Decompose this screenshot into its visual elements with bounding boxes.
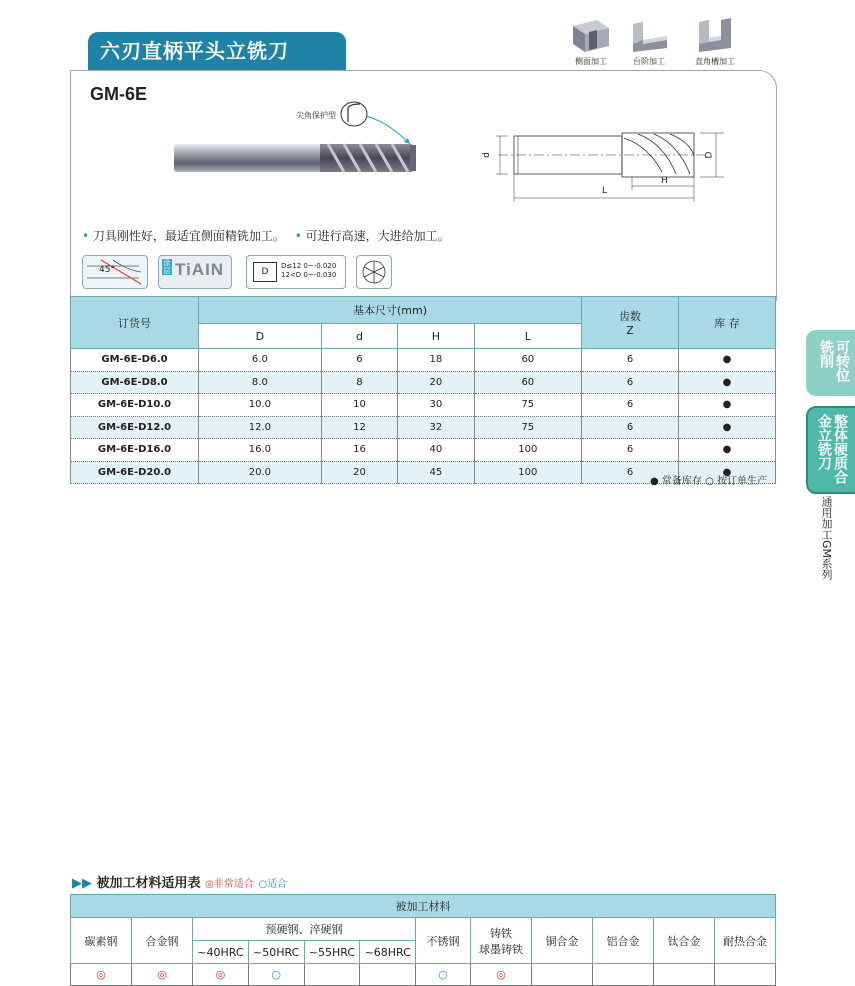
cell-L: 60: [474, 371, 581, 394]
cell-H: 45: [398, 461, 474, 484]
ductile-iron-label: 球墨铸铁: [479, 942, 523, 956]
cell-Z: 6: [582, 416, 679, 439]
dim-D-label: D: [704, 151, 715, 159]
header-stock: 库 存: [679, 297, 776, 349]
table-row: [71, 349, 776, 372]
cell-code: GM-6E-D10.0: [71, 394, 199, 417]
cell-stock: ●: [679, 416, 776, 439]
cell-code: GM-6E-D20.0: [71, 461, 199, 484]
table-row: [71, 394, 776, 417]
cell-suitability: [593, 964, 654, 986]
legend-very-suitable: ◎非常适合: [205, 879, 254, 890]
cell-Z: 6: [582, 394, 679, 417]
cell-suitability: ◎: [193, 964, 249, 986]
cell-d: 16: [321, 439, 397, 462]
header-teeth-label: 齿数: [619, 310, 641, 323]
cell-Z: 6: [582, 461, 679, 484]
header-basic-size: 基本尺寸(mm): [199, 297, 582, 324]
col-aluminum: 铝合金: [593, 918, 654, 964]
cell-d: 8: [321, 371, 397, 394]
col-alloy-steel: 合金钢: [132, 918, 193, 964]
flute-count-badge: [356, 255, 392, 289]
materials-title: 被加工材料适用表: [96, 876, 201, 891]
col-hrc-55: ~55HRC: [304, 941, 360, 964]
six-flute-icon: [357, 256, 391, 288]
feature-list: [82, 227, 450, 244]
cell-d: 12: [321, 416, 397, 439]
cell-suitability: [304, 964, 360, 986]
table-row: [71, 416, 776, 439]
cast-iron-label: 铸铁: [490, 926, 512, 940]
cell-Z: 6: [582, 371, 679, 394]
cell-D: 6.0: [199, 349, 322, 372]
cell-d: 6: [321, 349, 397, 372]
cell-suitability: ◎: [132, 964, 193, 986]
helix-angle-badge: [82, 255, 148, 289]
cell-D: 16.0: [199, 439, 322, 462]
side-tab-label: 可转位铣削: [818, 340, 850, 382]
header-teeth: [582, 297, 679, 349]
cell-suitability: [360, 964, 416, 986]
cell-d: 20: [321, 461, 397, 484]
cell-suitability: [715, 964, 776, 986]
coating-label: TiAIN: [175, 260, 225, 279]
feature-item: 可进行高速，大进给加工。: [305, 229, 450, 243]
materials-title-row: [72, 872, 287, 891]
header-D: D: [199, 324, 322, 349]
page-title: 六刃直柄平头立铣刀: [88, 32, 346, 70]
cell-suitability: ○: [416, 964, 471, 986]
helix-angle-label: 45°: [99, 265, 115, 275]
stock-legend: ● 常备库存 ○ 按订单生产: [650, 476, 767, 487]
side-tab-solid-carbide[interactable]: [806, 406, 855, 494]
col-hrc-50: ~50HRC: [248, 941, 304, 964]
feature-item: 刀具刚性好，最适宜侧面精铣加工。: [92, 229, 285, 243]
col-hrc-40: ~40HRC: [193, 941, 249, 964]
side-tab-series[interactable]: 通用加工GM系列: [820, 496, 833, 581]
bullet-icon: •: [294, 229, 306, 243]
cell-suitability: ◎: [71, 964, 132, 986]
step-milling-icon: [625, 18, 673, 54]
col-stainless: 不锈钢: [416, 918, 471, 964]
diameter-icon: D: [253, 262, 277, 282]
cell-d: 10: [321, 394, 397, 417]
cell-L: 100: [474, 461, 581, 484]
cell-D: 8.0: [199, 371, 322, 394]
cell-code: GM-6E-D8.0: [71, 371, 199, 394]
cell-L: 75: [474, 416, 581, 439]
coating-small-label: 涂层: [163, 259, 171, 275]
endmill-photo: [172, 140, 420, 176]
spec-table: [70, 296, 776, 484]
cell-L: 100: [474, 439, 581, 462]
cell-L: 75: [474, 394, 581, 417]
cell-suitability: ○: [248, 964, 304, 986]
col-copper: 铜合金: [532, 918, 593, 964]
col-hardened-steel: 预硬钢、淬硬钢: [193, 918, 416, 941]
tolerance-line1: D≤12 0~-0.020: [281, 262, 337, 270]
cell-code: GM-6E-D12.0: [71, 416, 199, 439]
cell-H: 30: [398, 394, 474, 417]
cell-stock: ●: [679, 394, 776, 417]
header-d: d: [321, 324, 397, 349]
cell-suitability: [532, 964, 593, 986]
cell-suitability: ◎: [471, 964, 532, 986]
cell-suitability: [654, 964, 715, 986]
cell-H: 20: [398, 371, 474, 394]
helix-icon: [83, 256, 147, 288]
cell-D: 20.0: [199, 461, 322, 484]
process-label: 台阶加工: [633, 57, 665, 66]
header-L: L: [474, 324, 581, 349]
cell-stock: ●: [679, 371, 776, 394]
process-step: [614, 18, 684, 67]
table-row: [71, 371, 776, 394]
slot-milling-icon: [691, 18, 739, 54]
materials-table: [70, 894, 776, 986]
dim-d-label: d: [481, 152, 492, 158]
header-H: H: [398, 324, 474, 349]
legend-suitable: ○适合: [258, 879, 288, 890]
corner-label: 尖角保护型: [296, 111, 336, 120]
tolerance-badge: [246, 255, 346, 289]
process-label: 侧面加工: [575, 57, 607, 66]
col-heat-resistant: 耐热合金: [715, 918, 776, 964]
cell-H: 32: [398, 416, 474, 439]
col-carbon-steel: 碳素钢: [71, 918, 132, 964]
cell-code: GM-6E-D6.0: [71, 349, 199, 372]
cell-H: 40: [398, 439, 474, 462]
cell-code: GM-6E-D16.0: [71, 439, 199, 462]
materials-header: 被加工材料: [71, 895, 776, 918]
tolerance-line2: 12<D 0~-0.030: [281, 271, 337, 279]
header-order: 订货号: [71, 297, 199, 349]
dim-H-label: H: [661, 176, 668, 186]
header-z: Z: [626, 324, 634, 337]
process-slot: [680, 18, 750, 67]
cell-stock: ●: [679, 349, 776, 372]
side-tab-label: 整体硬质合金立铣刀: [816, 414, 848, 484]
cell-stock: ●: [679, 461, 776, 484]
table-row: [71, 439, 776, 462]
cell-L: 60: [474, 349, 581, 372]
bullet-icon: •: [82, 229, 93, 243]
col-titanium: 钛合金: [654, 918, 715, 964]
dim-L-label: L: [602, 186, 608, 196]
col-cast-iron: [471, 918, 532, 964]
suitability-row: [71, 964, 776, 986]
process-label: 直角槽加工: [695, 57, 735, 66]
cell-stock: ●: [679, 439, 776, 462]
double-arrow-icon: ▶▶: [72, 876, 92, 891]
cell-D: 10.0: [199, 394, 322, 417]
coating-badge: [158, 255, 232, 289]
side-milling-icon: [567, 18, 615, 54]
col-hrc-68: ~68HRC: [360, 941, 416, 964]
cell-D: 12.0: [199, 416, 322, 439]
model-name: GM-6E: [90, 84, 148, 104]
cell-Z: 6: [582, 439, 679, 462]
cell-Z: 6: [582, 349, 679, 372]
side-tab-indexable[interactable]: [806, 330, 855, 396]
cell-H: 18: [398, 349, 474, 372]
